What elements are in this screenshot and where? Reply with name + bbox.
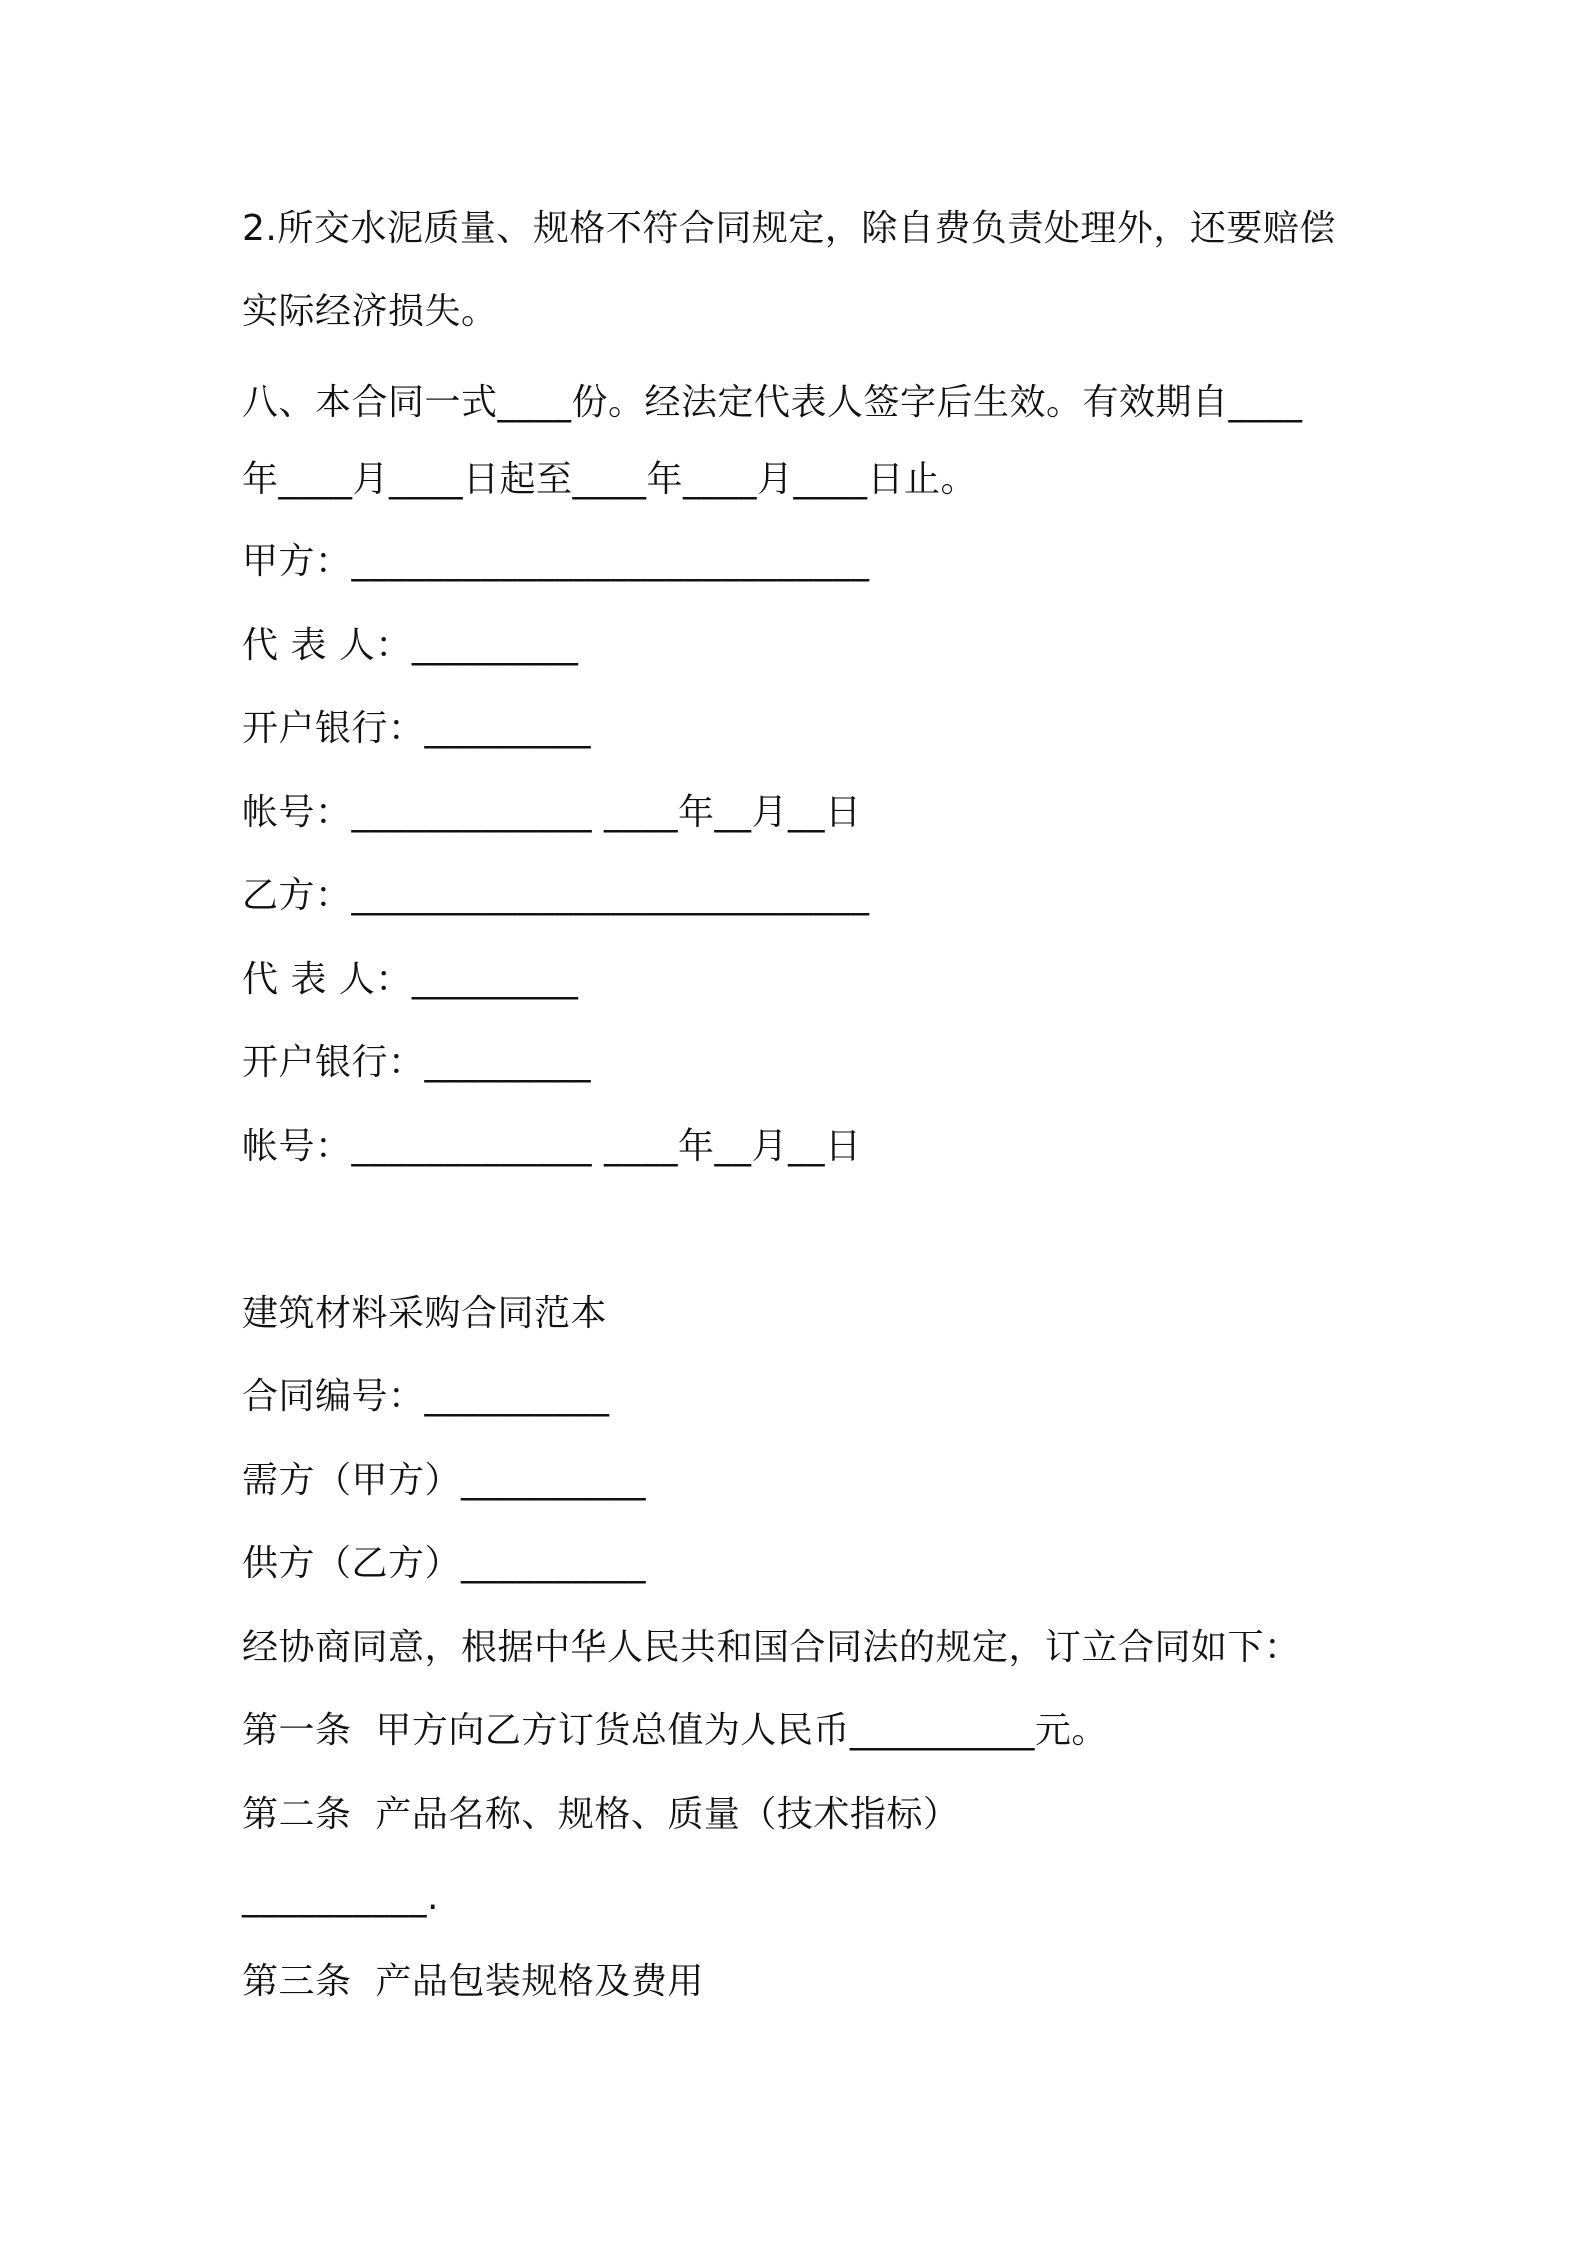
- clause-8-line-1: 八、本合同一式____份。经法定代表人签字后生效。有效期自____: [242, 382, 1303, 423]
- party-a-account-date: 帐号：_____________ ____年__月__日: [242, 792, 862, 833]
- contract-title: 建筑材料采购合同范本: [242, 1293, 608, 1334]
- party-b-representative: 代 表 人：_________: [242, 959, 579, 1000]
- article-3: 第三条 产品包装规格及费用: [242, 1961, 704, 2002]
- article-2-blank: __________.: [242, 1877, 439, 1918]
- party-b-name: 乙方：____________________________: [242, 875, 870, 916]
- party-a-bank: 开户银行：_________: [242, 708, 592, 749]
- party-b-bank: 开户银行：_________: [242, 1042, 592, 1083]
- party-a-representative: 代 表 人：_________: [242, 625, 579, 666]
- article-1: 第一条 甲方向乙方订货总值为人民币__________元。: [242, 1710, 1108, 1751]
- buyer-party: 需方（甲方）__________: [242, 1460, 647, 1501]
- article-2: 第二条 产品名称、规格、质量（技术指标）: [242, 1794, 960, 1835]
- contract-preamble: 经协商同意，根据中华人民共和国合同法的规定，订立合同如下：: [242, 1627, 1301, 1668]
- clause-7-item-2-line-1: 2.所交水泥质量、规格不符合同规定，除自费负责处理外，还要赔偿: [242, 208, 1336, 249]
- party-b-account-date: 帐号：_____________ ____年__月__日: [242, 1126, 862, 1167]
- clause-8-line-2: 年____月____日起至____年____月____日止。: [242, 459, 978, 500]
- clause-7-item-2-line-2: 实际经济损失。: [242, 291, 498, 332]
- contract-number: 合同编号：__________: [242, 1376, 610, 1417]
- party-a-name: 甲方：____________________________: [242, 541, 870, 582]
- supplier-party: 供方（乙方）__________: [242, 1543, 647, 1584]
